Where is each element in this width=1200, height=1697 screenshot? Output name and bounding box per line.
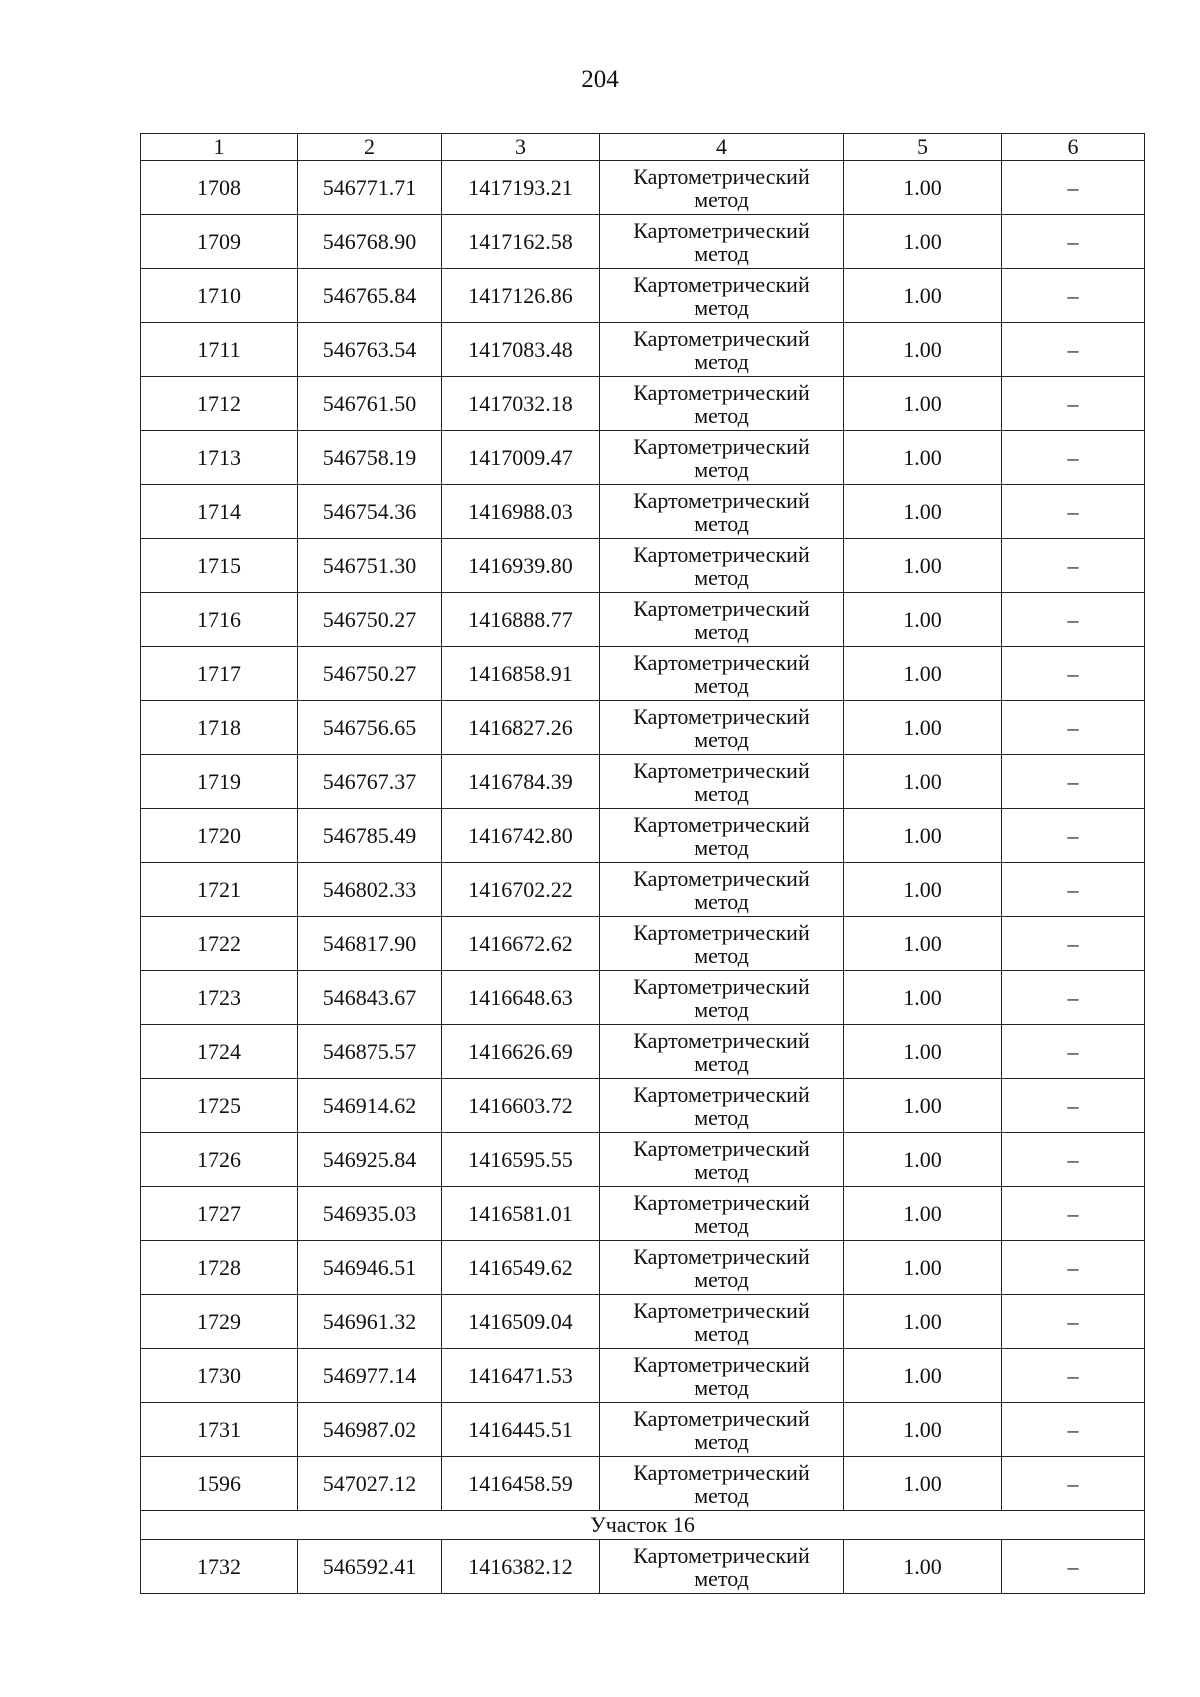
method-cell (600, 1025, 844, 1079)
y-coordinate-cell: 1417032.18 (442, 377, 600, 431)
y-coordinate-cell: 1417193.21 (442, 161, 600, 215)
table-row (141, 1187, 1145, 1241)
column-header: 1 (141, 134, 298, 161)
precision-cell: 1.00 (844, 1133, 1002, 1187)
method-line: метод (694, 996, 749, 1022)
precision-cell: 1.00 (844, 647, 1002, 701)
y-coordinate-cell: 1416445.51 (442, 1403, 600, 1457)
point-number-cell: 1720 (141, 809, 298, 863)
method-line: метод (694, 510, 749, 536)
precision-cell: 1.00 (844, 1349, 1002, 1403)
method-line: метод (694, 1158, 749, 1184)
point-number-cell: 1722 (141, 917, 298, 971)
table-row (141, 1457, 1145, 1511)
method-cell (600, 1540, 844, 1594)
x-coordinate-cell: 546756.65 (298, 701, 442, 755)
note-cell: – (1002, 1241, 1145, 1295)
table-row (141, 593, 1145, 647)
point-number-cell: 1728 (141, 1241, 298, 1295)
table-row (141, 377, 1145, 431)
x-coordinate-cell: 546977.14 (298, 1349, 442, 1403)
precision-cell: 1.00 (844, 269, 1002, 323)
point-number-cell: 1730 (141, 1349, 298, 1403)
method-line: метод (694, 564, 749, 590)
method-line: метод (694, 726, 749, 752)
precision-cell: 1.00 (844, 1540, 1002, 1594)
method-cell (600, 917, 844, 971)
precision-cell: 1.00 (844, 863, 1002, 917)
table-row (141, 1025, 1145, 1079)
y-coordinate-cell: 1416888.77 (442, 593, 600, 647)
method-line: Картометрический (633, 433, 810, 459)
point-number-cell: 1716 (141, 593, 298, 647)
method-cell (600, 1403, 844, 1457)
note-cell: – (1002, 1025, 1145, 1079)
x-coordinate-cell: 546875.57 (298, 1025, 442, 1079)
y-coordinate-cell: 1417083.48 (442, 323, 600, 377)
x-coordinate-cell: 546754.36 (298, 485, 442, 539)
x-coordinate-cell: 547027.12 (298, 1457, 442, 1511)
method-cell (600, 1349, 844, 1403)
precision-cell: 1.00 (844, 1403, 1002, 1457)
x-coordinate-cell: 546592.41 (298, 1540, 442, 1594)
method-cell (600, 269, 844, 323)
table-row (141, 755, 1145, 809)
table-row (141, 1079, 1145, 1133)
table-row (141, 539, 1145, 593)
method-cell (600, 971, 844, 1025)
x-coordinate-cell: 546751.30 (298, 539, 442, 593)
y-coordinate-cell: 1416603.72 (442, 1079, 600, 1133)
point-number-cell: 1709 (141, 215, 298, 269)
table-row (141, 1295, 1145, 1349)
point-number-cell: 1727 (141, 1187, 298, 1241)
precision-cell: 1.00 (844, 377, 1002, 431)
method-cell (600, 701, 844, 755)
point-number-cell: 1719 (141, 755, 298, 809)
method-line: Картометрический (633, 217, 810, 243)
x-coordinate-cell: 546914.62 (298, 1079, 442, 1133)
method-line: метод (694, 402, 749, 428)
x-coordinate-cell: 546961.32 (298, 1295, 442, 1349)
page-number: 204 (581, 66, 619, 93)
y-coordinate-cell: 1416672.62 (442, 917, 600, 971)
table-row (141, 809, 1145, 863)
method-line: метод (694, 672, 749, 698)
precision-cell: 1.00 (844, 323, 1002, 377)
note-cell: – (1002, 647, 1145, 701)
method-line: Картометрический (633, 163, 810, 189)
method-line: метод (694, 1565, 749, 1591)
method-line: Картометрический (633, 487, 810, 513)
x-coordinate-cell: 546750.27 (298, 593, 442, 647)
x-coordinate-cell: 546843.67 (298, 971, 442, 1025)
method-line: метод (694, 1050, 749, 1076)
x-coordinate-cell: 546935.03 (298, 1187, 442, 1241)
table-row (141, 1349, 1145, 1403)
note-cell: – (1002, 1187, 1145, 1241)
table-row (141, 863, 1145, 917)
method-line: метод (694, 618, 749, 644)
method-line: метод (694, 942, 749, 968)
method-line: Картометрический (633, 703, 810, 729)
precision-cell: 1.00 (844, 1295, 1002, 1349)
method-line: Картометрический (633, 1081, 810, 1107)
note-cell: – (1002, 431, 1145, 485)
y-coordinate-cell: 1416509.04 (442, 1295, 600, 1349)
method-line: Картометрический (633, 757, 810, 783)
method-cell (600, 161, 844, 215)
table-row (141, 485, 1145, 539)
x-coordinate-cell: 546817.90 (298, 917, 442, 971)
point-number-cell: 1596 (141, 1457, 298, 1511)
point-number-cell: 1731 (141, 1403, 298, 1457)
y-coordinate-cell: 1416648.63 (442, 971, 600, 1025)
note-cell: – (1002, 755, 1145, 809)
method-line: Картометрический (633, 811, 810, 837)
note-cell: – (1002, 863, 1145, 917)
point-number-cell: 1712 (141, 377, 298, 431)
method-line: метод (694, 1266, 749, 1292)
y-coordinate-cell: 1416784.39 (442, 755, 600, 809)
precision-cell: 1.00 (844, 971, 1002, 1025)
x-coordinate-cell: 546758.19 (298, 431, 442, 485)
method-cell (600, 755, 844, 809)
method-line: Картометрический (633, 973, 810, 999)
precision-cell: 1.00 (844, 1187, 1002, 1241)
note-cell: – (1002, 1133, 1145, 1187)
method-line: метод (694, 1212, 749, 1238)
precision-cell: 1.00 (844, 161, 1002, 215)
section-title: Участок 16 (141, 1511, 1145, 1540)
method-line: Картометрический (633, 325, 810, 351)
method-line: Картометрический (633, 865, 810, 891)
method-cell (600, 1295, 844, 1349)
table-row (141, 269, 1145, 323)
note-cell: – (1002, 1457, 1145, 1511)
y-coordinate-cell: 1416827.26 (442, 701, 600, 755)
point-number-cell: 1726 (141, 1133, 298, 1187)
method-line: Картометрический (633, 271, 810, 297)
method-cell (600, 863, 844, 917)
y-coordinate-cell: 1416471.53 (442, 1349, 600, 1403)
point-number-cell: 1708 (141, 161, 298, 215)
method-line: Картометрический (633, 1297, 810, 1323)
note-cell: – (1002, 593, 1145, 647)
note-cell: – (1002, 323, 1145, 377)
method-line: метод (694, 240, 749, 266)
column-header: 4 (600, 134, 844, 161)
x-coordinate-cell: 546768.90 (298, 215, 442, 269)
x-coordinate-cell: 546987.02 (298, 1403, 442, 1457)
x-coordinate-cell: 546750.27 (298, 647, 442, 701)
y-coordinate-cell: 1416595.55 (442, 1133, 600, 1187)
point-number-cell: 1711 (141, 323, 298, 377)
precision-cell: 1.00 (844, 431, 1002, 485)
method-cell (600, 1133, 844, 1187)
table-row (141, 917, 1145, 971)
method-line: Картометрический (633, 1459, 810, 1485)
method-line: Картометрический (633, 1189, 810, 1215)
column-header: 2 (298, 134, 442, 161)
method-cell (600, 1457, 844, 1511)
column-header: 6 (1002, 134, 1145, 161)
point-number-cell: 1725 (141, 1079, 298, 1133)
header-row (141, 134, 1145, 161)
note-cell: – (1002, 1349, 1145, 1403)
table-row (141, 1540, 1145, 1594)
y-coordinate-cell: 1416742.80 (442, 809, 600, 863)
method-cell (600, 1241, 844, 1295)
table-row (141, 701, 1145, 755)
table-row (141, 647, 1145, 701)
method-cell (600, 485, 844, 539)
method-cell (600, 323, 844, 377)
method-line: метод (694, 1428, 749, 1454)
x-coordinate-cell: 546771.71 (298, 161, 442, 215)
x-coordinate-cell: 546765.84 (298, 269, 442, 323)
point-number-cell: 1715 (141, 539, 298, 593)
x-coordinate-cell: 546763.54 (298, 323, 442, 377)
method-line: Картометрический (633, 1243, 810, 1269)
method-line: Картометрический (633, 541, 810, 567)
note-cell: – (1002, 1403, 1145, 1457)
method-cell (600, 809, 844, 863)
method-line: метод (694, 1320, 749, 1346)
y-coordinate-cell: 1417126.86 (442, 269, 600, 323)
point-number-cell: 1732 (141, 1540, 298, 1594)
point-number-cell: 1723 (141, 971, 298, 1025)
table-row (141, 1241, 1145, 1295)
y-coordinate-cell: 1416858.91 (442, 647, 600, 701)
x-coordinate-cell: 546925.84 (298, 1133, 442, 1187)
y-coordinate-cell: 1417162.58 (442, 215, 600, 269)
method-line: Картометрический (633, 919, 810, 945)
method-cell (600, 1079, 844, 1133)
y-coordinate-cell: 1416382.12 (442, 1540, 600, 1594)
method-line: метод (694, 348, 749, 374)
y-coordinate-cell: 1417009.47 (442, 431, 600, 485)
x-coordinate-cell: 546767.37 (298, 755, 442, 809)
note-cell: – (1002, 539, 1145, 593)
note-cell: – (1002, 269, 1145, 323)
precision-cell: 1.00 (844, 701, 1002, 755)
precision-cell: 1.00 (844, 1025, 1002, 1079)
method-line: Картометрический (633, 379, 810, 405)
precision-cell: 1.00 (844, 593, 1002, 647)
table-row (141, 323, 1145, 377)
point-number-cell: 1729 (141, 1295, 298, 1349)
note-cell: – (1002, 701, 1145, 755)
note-cell: – (1002, 485, 1145, 539)
precision-cell: 1.00 (844, 809, 1002, 863)
method-line: метод (694, 1104, 749, 1130)
point-number-cell: 1718 (141, 701, 298, 755)
point-number-cell: 1714 (141, 485, 298, 539)
point-number-cell: 1724 (141, 1025, 298, 1079)
table-row (141, 1133, 1145, 1187)
y-coordinate-cell: 1416581.01 (442, 1187, 600, 1241)
method-cell (600, 539, 844, 593)
method-line: метод (694, 1374, 749, 1400)
method-line: метод (694, 186, 749, 212)
precision-cell: 1.00 (844, 1241, 1002, 1295)
precision-cell: 1.00 (844, 485, 1002, 539)
precision-cell: 1.00 (844, 755, 1002, 809)
table-row (141, 971, 1145, 1025)
method-cell (600, 377, 844, 431)
x-coordinate-cell: 546785.49 (298, 809, 442, 863)
column-header: 5 (844, 134, 1002, 161)
point-number-cell: 1710 (141, 269, 298, 323)
y-coordinate-cell: 1416988.03 (442, 485, 600, 539)
method-line: Картометрический (633, 1351, 810, 1377)
note-cell: – (1002, 971, 1145, 1025)
method-line: Картометрический (633, 1135, 810, 1161)
precision-cell: 1.00 (844, 539, 1002, 593)
precision-cell: 1.00 (844, 1079, 1002, 1133)
y-coordinate-cell: 1416702.22 (442, 863, 600, 917)
point-number-cell: 1721 (141, 863, 298, 917)
precision-cell: 1.00 (844, 215, 1002, 269)
method-cell (600, 1187, 844, 1241)
table-row (141, 1403, 1145, 1457)
method-line: метод (694, 294, 749, 320)
y-coordinate-cell: 1416939.80 (442, 539, 600, 593)
method-cell (600, 215, 844, 269)
precision-cell: 1.00 (844, 917, 1002, 971)
method-line: Картометрический (633, 1405, 810, 1431)
method-line: метод (694, 780, 749, 806)
y-coordinate-cell: 1416549.62 (442, 1241, 600, 1295)
method-cell (600, 647, 844, 701)
table-row (141, 161, 1145, 215)
column-header: 3 (442, 134, 600, 161)
method-cell (600, 431, 844, 485)
section-row (141, 1511, 1145, 1540)
note-cell: – (1002, 215, 1145, 269)
y-coordinate-cell: 1416626.69 (442, 1025, 600, 1079)
note-cell: – (1002, 1540, 1145, 1594)
note-cell: – (1002, 1079, 1145, 1133)
method-cell (600, 593, 844, 647)
method-line: Картометрический (633, 649, 810, 675)
x-coordinate-cell: 546946.51 (298, 1241, 442, 1295)
note-cell: – (1002, 161, 1145, 215)
x-coordinate-cell: 546761.50 (298, 377, 442, 431)
x-coordinate-cell: 546802.33 (298, 863, 442, 917)
note-cell: – (1002, 377, 1145, 431)
note-cell: – (1002, 1295, 1145, 1349)
method-line: Картометрический (633, 595, 810, 621)
coordinates-table (140, 133, 1145, 1594)
point-number-cell: 1717 (141, 647, 298, 701)
method-line: Картометрический (633, 1542, 810, 1568)
note-cell: – (1002, 917, 1145, 971)
table-row (141, 431, 1145, 485)
table-row (141, 215, 1145, 269)
y-coordinate-cell: 1416458.59 (442, 1457, 600, 1511)
method-line: метод (694, 456, 749, 482)
method-line: метод (694, 1482, 749, 1508)
precision-cell: 1.00 (844, 1457, 1002, 1511)
point-number-cell: 1713 (141, 431, 298, 485)
method-line: метод (694, 834, 749, 860)
method-line: Картометрический (633, 1027, 810, 1053)
note-cell: – (1002, 809, 1145, 863)
method-line: метод (694, 888, 749, 914)
